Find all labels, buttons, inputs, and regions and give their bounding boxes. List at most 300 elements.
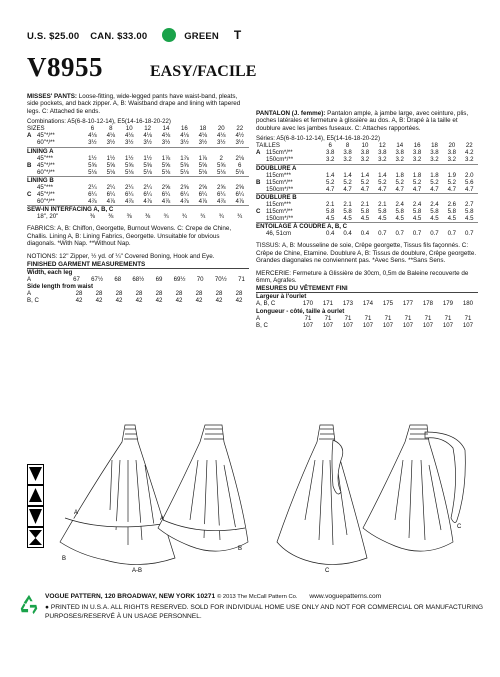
- french-amount-cell: 3.2: [465, 156, 474, 164]
- french-width-value: 174: [362, 300, 374, 308]
- english-view-label: B: [27, 161, 32, 169]
- french-size-cell: 12: [378, 142, 386, 150]
- french-amount-cell: 0.7: [412, 230, 422, 238]
- english-side-value: 28: [75, 290, 83, 298]
- english-size-cell: 18: [199, 125, 207, 133]
- english-side-title: Side length from waist: [27, 283, 94, 291]
- french-amount-cell: 5.8: [447, 208, 457, 216]
- english-amount-cell: 4⅞: [143, 198, 152, 206]
- french-side-label: B, C: [256, 321, 268, 329]
- english-amount-cell: 2⅝: [180, 183, 189, 191]
- french-mercerie: MERCERIE: Fermeture à Glissière de 30cm, 0,5m de Baleine recouverte de 6mm, Agrafes.: [256, 269, 469, 285]
- english-amount-cell: ¾: [218, 213, 224, 221]
- english-amount-cell: ¾: [181, 213, 187, 221]
- english-amount-cell: 3½: [161, 139, 171, 147]
- english-side-value: 28: [155, 290, 163, 298]
- french-amount-cell: 4.5: [465, 215, 474, 223]
- english-side-value: 28: [115, 290, 123, 298]
- french-amount-cell: 5.8: [325, 208, 335, 216]
- diagram-label-c1: C: [325, 568, 330, 574]
- french-amount-cell: 4.7: [325, 185, 335, 193]
- english-amount-cell: 5⅛: [161, 168, 171, 176]
- english-amount-cell: 3½: [198, 139, 208, 147]
- english-amount-cell: 2⅝: [198, 183, 208, 191]
- english-width-value: 67: [73, 276, 80, 284]
- english-data-row: [27, 162, 249, 169]
- french-side-value: 107: [422, 321, 434, 329]
- french-data-row: [256, 186, 478, 194]
- french-amount-cell: 5.2: [430, 178, 439, 186]
- english-fabric-width: 18", 20": [37, 213, 59, 221]
- french-amount-cell: 3.2: [430, 156, 439, 164]
- english-amount-cell: 6¼: [124, 191, 134, 199]
- english-width-value: 67½: [91, 276, 104, 284]
- english-data-row: [27, 213, 249, 220]
- english-view-label: [27, 169, 37, 177]
- french-size-cell: 20: [448, 142, 456, 150]
- english-amount-cell: 3½: [235, 139, 244, 147]
- english-amount-cell: 4⅞: [106, 198, 116, 206]
- english-amount-cell: 4⅞: [124, 198, 134, 206]
- french-amount-cell: 5.2: [412, 178, 422, 186]
- french-amount-cell: 5.8: [430, 208, 439, 216]
- english-amount-cell: 2⅝: [217, 183, 226, 191]
- english-amount-cell: 6¼: [235, 191, 244, 199]
- french-size-cell: 22: [465, 142, 473, 150]
- french-data-row: [256, 149, 478, 156]
- french-width-title: Largeur à l'ourlet: [256, 293, 307, 301]
- english-width-table: [27, 276, 249, 283]
- english-amount-cell: 1⅞: [161, 154, 171, 162]
- english-amount-cell: 6¼: [143, 191, 152, 199]
- french-amount-cell: 1.4: [360, 171, 370, 179]
- front-back-diagram-c: [275, 420, 475, 575]
- english-data-row: [27, 155, 249, 162]
- french-amount-cell: 4.5: [325, 215, 335, 223]
- english-section-title: LINING B: [27, 176, 249, 184]
- diagram-label-a1: A: [74, 510, 79, 516]
- english-amount-cell: 6¼: [180, 191, 189, 199]
- french-amount-cell: 4.7: [430, 185, 439, 193]
- french-side-value: 107: [302, 321, 314, 329]
- french-sizes-label: TAILLES: [256, 142, 280, 150]
- english-side-value: 42: [175, 297, 183, 305]
- english-amount-cell: 5⅝: [198, 161, 208, 169]
- english-description-text: Loose-fitting, wide-legged pants have waist-band, pleats, side pockets, and back zipper. A, B: Waistband drape and lining with tapered legs. C: Attached tie ends.: [27, 93, 241, 115]
- english-amount-cell: 2: [219, 154, 223, 162]
- recycle-icon: [18, 593, 40, 615]
- french-side-value: 107: [462, 321, 474, 329]
- english-view-label: [27, 139, 37, 147]
- french-data-row: [256, 201, 478, 208]
- french-width-value: 180: [462, 300, 474, 308]
- french-amount-cell: 4.5: [343, 215, 352, 223]
- french-amount-cell: 1.8: [412, 171, 422, 179]
- french-amount-cell: 4.5: [378, 215, 387, 223]
- french-amount-cell: 4.7: [465, 185, 474, 193]
- english-amount-cell: 5⅝: [143, 161, 152, 169]
- english-view-label: [27, 155, 37, 162]
- english-side-value: 28: [235, 290, 243, 298]
- english-section-title: LINING A: [27, 147, 249, 155]
- english-amount-cell: 3½: [88, 139, 97, 147]
- french-fabric-width: 115cm*/**: [266, 178, 293, 186]
- french-amount-cell: 5.8: [360, 208, 370, 216]
- english-amount-cell: 4⅞: [161, 198, 171, 206]
- french-amount-cell: 1.4: [325, 171, 335, 179]
- french-view-label: [256, 201, 266, 208]
- english-section-row: [27, 147, 249, 155]
- french-data-row: [256, 230, 478, 237]
- diagram-label-b1: B: [62, 556, 67, 562]
- english-amount-cell: 2⅝: [161, 183, 171, 191]
- french-tissus: TISSUS: A, B: Mousseline de soie, Crêpe georgette, Tissus fils façonnés. C: Crêpe de Chine, Etamine. Doublure A, B: Tissus de doublure, Crêpe georgette. Grandes diagonales ne conviennent pas. *Avec Sens. **Sans Sens.: [256, 242, 477, 265]
- english-size-cell: 16: [181, 125, 188, 133]
- french-amount-cell: 1.4: [378, 171, 387, 179]
- english-side-value: 42: [215, 297, 223, 305]
- english-amount-cell: 5⅝: [180, 161, 189, 169]
- english-amount-cell: 4⅛: [161, 132, 171, 140]
- french-amount-cell: 5.2: [395, 178, 404, 186]
- french-amount-cell: 2.1: [360, 200, 370, 208]
- french-width-table: [256, 300, 478, 307]
- english-side-value: 42: [235, 297, 243, 305]
- french-amount-cell: 2.4: [412, 200, 422, 208]
- french-section-row: [256, 164, 478, 172]
- french-amount-cell: 4.5: [430, 215, 439, 223]
- english-amount-cell: 5⅝: [124, 161, 134, 169]
- english-amount-cell: 4⅛: [143, 132, 152, 140]
- french-amount-cell: 5.2: [447, 178, 457, 186]
- french-side-value: 71: [424, 314, 432, 322]
- english-side-value: 28: [175, 290, 183, 298]
- english-data-row: [27, 132, 249, 139]
- french-view-label: [256, 172, 266, 179]
- english-amount-cell: 5⅝: [106, 161, 116, 169]
- french-amount-cell: 2.1: [343, 200, 352, 208]
- french-title: PANTALON (J. femme):: [256, 110, 326, 117]
- french-amount-cell: 4.7: [343, 185, 352, 193]
- english-amount-cell: 2¼: [106, 183, 116, 191]
- color-dot-icon: [162, 28, 176, 42]
- english-combinations: Combinations: A5(6-8-10-12-14), E5(14-16-18-20-22): [27, 118, 171, 126]
- pattern-symbols: [27, 464, 45, 553]
- french-width-value: 173: [342, 300, 354, 308]
- english-amount-cell: 4⅛: [88, 132, 97, 140]
- french-amount-cell: 0.7: [378, 230, 387, 238]
- diagram-label-b2: B: [238, 546, 243, 552]
- english-amount-cell: 5⅛: [124, 168, 134, 176]
- french-data-row: [256, 208, 478, 215]
- english-width-row: [27, 276, 249, 283]
- english-side-label: B, C: [27, 297, 39, 305]
- english-amount-cell: 6¼: [217, 191, 226, 199]
- french-size-cell: 8: [345, 142, 350, 150]
- english-side-label: A: [27, 290, 32, 298]
- french-side-value: 71: [364, 314, 372, 322]
- french-data-row: [256, 215, 478, 223]
- french-view-label: [256, 215, 266, 223]
- french-amount-cell: 2.4: [430, 200, 439, 208]
- english-view-label: [27, 184, 37, 191]
- french-section-title: DOUBLURE B: [256, 193, 478, 201]
- english-amount-cell: 5⅛: [88, 168, 97, 176]
- french-amount-cell: 5.8: [395, 208, 404, 216]
- english-amount-cell: 6: [238, 161, 242, 169]
- french-amount-cell: 3.8: [430, 149, 439, 157]
- english-data-row: [27, 169, 249, 177]
- french-size-cell: 6: [328, 142, 332, 150]
- french-fabric-width: 115cm***: [266, 171, 291, 179]
- english-side-value: 42: [135, 297, 143, 305]
- french-sizes-row: [256, 142, 478, 149]
- french-amount-cell: 4.7: [412, 185, 422, 193]
- english-amount-cell: 2⅛: [235, 154, 244, 162]
- english-side-table: [27, 290, 249, 304]
- english-fabrics: FABRICS: A, B: Chiffon, Georgette, Burnout Wovens. C: Crepe de Chine, Challis. Lining A, B: Lining Fabrics, Georgette. Unsuitable for obvious diagonals. *With Nap. **Without Nap.: [27, 225, 232, 248]
- english-amount-cell: 4⅛: [198, 132, 208, 140]
- diagram-label-ab: A-B: [132, 568, 143, 574]
- footer-notice: [45, 603, 485, 621]
- english-width-value: 69: [155, 276, 163, 284]
- english-amount-cell: 5⅝: [88, 161, 97, 169]
- english-amount-cell: 3½: [143, 139, 152, 147]
- french-amount-cell: 3.2: [343, 156, 352, 164]
- english-width-label: A: [27, 276, 32, 284]
- french-size-cell: 10: [361, 142, 369, 150]
- layout-symbols-icon: [27, 464, 45, 548]
- english-amount-cell: ¾: [163, 213, 169, 221]
- french-side-value: 71: [464, 314, 472, 322]
- french-view-label: C: [256, 208, 261, 216]
- french-description: [256, 110, 478, 132]
- english-amount-cell: 1⅞: [198, 154, 208, 162]
- french-fabric-width: 115cm*/**: [266, 149, 293, 157]
- french-amount-cell: 3.8: [360, 149, 370, 157]
- english-amount-cell: 4⅛: [180, 132, 189, 140]
- french-yardage-table: [256, 142, 478, 237]
- french-amount-cell: 2.0: [465, 171, 474, 179]
- french-section-row: [256, 223, 478, 231]
- french-view-label: [256, 156, 266, 164]
- english-title: MISSES' PANTS:: [27, 93, 78, 100]
- english-amount-cell: 5⅛: [180, 168, 189, 176]
- french-side-value: 71: [384, 314, 392, 322]
- english-side-row: [27, 297, 249, 304]
- english-width-value: 70½: [214, 276, 227, 284]
- french-amount-cell: 2.4: [395, 200, 404, 208]
- english-side-value: 28: [195, 290, 203, 298]
- french-side-value: 107: [362, 321, 374, 329]
- english-side-value: 28: [135, 290, 143, 298]
- french-amount-cell: 1.8: [430, 171, 439, 179]
- french-amount-cell: 5.2: [325, 178, 335, 186]
- english-side-value: 28: [95, 290, 103, 298]
- english-amount-cell: 3½: [106, 139, 116, 147]
- english-description: [27, 93, 249, 115]
- english-amount-cell: 3½: [124, 139, 134, 147]
- english-fabric-width: 45"*/**: [37, 191, 55, 199]
- french-fabric-width: 115cm*/**: [266, 208, 293, 216]
- english-side-row: [27, 290, 249, 297]
- english-data-row: [27, 184, 249, 191]
- french-width-value: 177: [402, 300, 414, 308]
- french-width-row: [256, 300, 478, 307]
- english-amount-cell: 5⅛: [106, 168, 116, 176]
- english-size-cell: 6: [90, 125, 95, 133]
- footer-line-1: [45, 592, 381, 602]
- english-width-title: Width, each leg: [27, 269, 73, 277]
- english-amount-cell: 1⅞: [180, 154, 189, 162]
- english-amount-cell: ¾: [200, 213, 206, 221]
- french-amount-cell: 1.9: [447, 171, 457, 179]
- french-fabric-width: 150cm*/**: [266, 156, 294, 164]
- english-data-row: [27, 139, 249, 147]
- english-fabric-width: 60"*/**: [37, 168, 55, 176]
- french-side-value: 107: [402, 321, 414, 329]
- french-amount-cell: 3.8: [395, 149, 404, 157]
- color-label: GREEN: [184, 31, 219, 42]
- french-amount-cell: 2.1: [325, 200, 335, 208]
- english-amount-cell: 4⅞: [217, 198, 226, 206]
- french-amount-cell: 1.4: [343, 171, 352, 179]
- french-amount-cell: 4.5: [395, 215, 404, 223]
- french-view-label: [256, 186, 266, 194]
- english-width-value: 68: [114, 276, 122, 284]
- english-fabric-width: 60"*/**: [37, 139, 55, 147]
- french-amount-cell: 4.5: [447, 215, 457, 223]
- french-amount-cell: 5.8: [343, 208, 352, 216]
- size-letter: T: [233, 28, 242, 42]
- french-view-label: [256, 230, 266, 237]
- french-amount-cell: 4.7: [395, 185, 404, 193]
- french-side-row: [256, 322, 478, 329]
- price-line: [27, 28, 249, 42]
- english-width-value: 70: [196, 276, 204, 284]
- french-amount-cell: 0.7: [447, 230, 457, 238]
- english-amount-cell: ⅜: [126, 213, 132, 221]
- english-column: [27, 93, 249, 304]
- footer-copyright: © 2013 The McCall Pattern Co.: [216, 594, 298, 600]
- english-sizes-label: SIZES: [27, 125, 45, 133]
- english-fabric-width: 45"***: [37, 183, 54, 191]
- footer-notice-bullet: ●: [45, 604, 51, 611]
- french-side-value: 107: [342, 321, 354, 329]
- english-amount-cell: 4⅞: [88, 198, 97, 206]
- french-amount-cell: 3.2: [325, 156, 335, 164]
- french-amount-cell: 3.8: [447, 149, 457, 157]
- french-side-label: A: [256, 314, 261, 322]
- english-amount-cell: 1½: [143, 154, 152, 162]
- french-amount-cell: 4.5: [360, 215, 370, 223]
- english-view-label: [27, 213, 37, 220]
- pattern-number: V8955: [27, 52, 103, 82]
- front-back-diagram-ab: [50, 420, 250, 575]
- difficulty-label: EASY/FACILE: [150, 63, 257, 80]
- footer-website: www.voguepatterns.com: [309, 593, 382, 600]
- french-amount-cell: 5.8: [465, 208, 474, 216]
- english-amount-cell: ⅜: [108, 213, 114, 221]
- french-amount-cell: 4.5: [412, 215, 422, 223]
- english-size-cell: 22: [236, 125, 244, 133]
- french-amount-cell: 4.7: [360, 185, 370, 193]
- diagram-label-a2: A: [160, 516, 165, 522]
- diagram-label-c2: C: [457, 524, 462, 530]
- french-amount-cell: 0.4: [343, 230, 352, 238]
- english-side-value: 28: [215, 290, 223, 298]
- french-amount-cell: 0.7: [430, 230, 439, 238]
- french-size-cell: 16: [413, 142, 421, 150]
- english-view-label: [27, 198, 37, 206]
- french-width-value: 178: [422, 300, 434, 308]
- french-side-value: 71: [444, 314, 452, 322]
- french-amount-cell: 5.2: [343, 178, 352, 186]
- english-amount-cell: 1½: [124, 154, 134, 162]
- english-amount-cell: ⅜: [145, 213, 151, 221]
- english-amount-cell: 5⅛: [198, 168, 208, 176]
- english-yardage-table: [27, 125, 249, 220]
- french-section-title: DOUBLURE A: [256, 164, 478, 172]
- french-width-value: 179: [442, 300, 454, 308]
- french-view-label: B: [256, 178, 261, 186]
- english-amount-cell: 2¼: [88, 183, 97, 191]
- english-size-cell: 10: [125, 125, 133, 133]
- french-amount-cell: 3.8: [412, 149, 422, 157]
- english-amount-cell: 5⅛: [235, 168, 244, 176]
- french-amount-cell: 5.6: [465, 178, 474, 186]
- french-data-row: [256, 172, 478, 179]
- english-side-value: 42: [75, 297, 83, 305]
- french-amount-cell: 1.8: [395, 171, 404, 179]
- french-fabric-width: 46, 51cm: [266, 230, 292, 238]
- french-amount-cell: 3.2: [395, 156, 404, 164]
- french-amount-cell: 2.6: [447, 200, 457, 208]
- english-amount-cell: 6¼: [106, 191, 116, 199]
- english-amount-cell: 4⅛: [217, 132, 226, 140]
- french-width-label: A, B, C: [256, 300, 276, 308]
- french-data-row: [256, 156, 478, 164]
- english-fabric-width: 60"*/**: [37, 198, 55, 206]
- english-amount-cell: 4⅞: [235, 198, 244, 206]
- french-amount-cell: 5.2: [378, 178, 387, 186]
- french-width-value: 170: [302, 300, 314, 308]
- french-side-value: 71: [324, 314, 332, 322]
- english-amount-cell: 6¼: [88, 191, 97, 199]
- french-side-value: 107: [322, 321, 334, 329]
- french-side-value: 107: [442, 321, 454, 329]
- english-amount-cell: 1½: [106, 154, 116, 162]
- french-amount-cell: 3.2: [360, 156, 370, 164]
- english-size-cell: 14: [162, 125, 170, 133]
- english-amount-cell: 1½: [88, 154, 97, 162]
- french-data-row: [256, 179, 478, 186]
- french-side-value: 71: [404, 314, 412, 322]
- english-amount-cell: 3½: [180, 139, 189, 147]
- french-section-title: ENTOILAGE À COUDRE A, B, C: [256, 223, 478, 231]
- english-width-value: 68½: [132, 276, 145, 284]
- french-section-row: [256, 193, 478, 201]
- french-amount-cell: 4.7: [378, 185, 387, 193]
- english-amount-cell: 2¼: [143, 183, 152, 191]
- english-fabric-width: 45"*/**: [37, 132, 55, 140]
- english-amount-cell: 4⅛: [124, 132, 134, 140]
- english-amount-cell: 6¼: [198, 191, 208, 199]
- french-amount-cell: 3.8: [378, 149, 387, 157]
- english-side-value: 42: [115, 297, 123, 305]
- french-amount-cell: 2.1: [378, 200, 387, 208]
- english-side-value: 42: [195, 297, 203, 305]
- english-section-title: SEW-IN INTERFACING A, B, C: [27, 206, 249, 214]
